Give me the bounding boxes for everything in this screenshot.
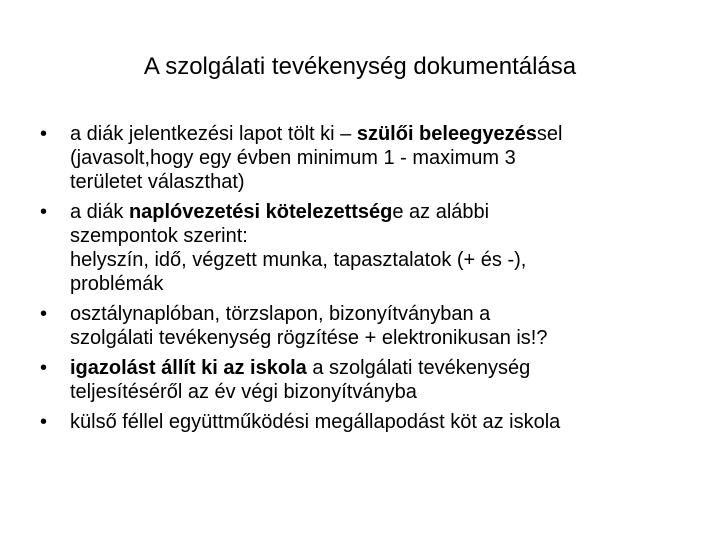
bullet-icon: • [40,303,48,325]
list-item [0,122,720,194]
text-run: e az alábbi [392,201,490,223]
bullet-icon: • [40,411,48,433]
bold-text: naplóvezetési kötelezettség [128,201,393,223]
text-line: helyszín, idő, végzett munka, tapasztalatok (+ és -), [70,249,527,271]
slide-title: A szolgálati tevékenység dokumentálása [143,53,577,80]
text-line: (javasolt,hogy egy évben minimum 1 - maximum 3 [70,147,516,169]
text-line: problémák [70,273,164,295]
list-item [0,356,720,404]
text-line: területet választhat) [70,171,245,193]
bullet-icon: • [40,201,48,223]
text-line: teljesítéséről az év végi bizonyítványba [70,381,417,403]
bullet-list [0,122,720,440]
list-item [0,410,720,434]
bullet-text [70,356,680,404]
text-run: a szolgálati tevékenység [306,357,531,379]
text-run: a diák jelentkezési lapot tölt ki – [70,123,357,145]
bullet-text [70,122,680,194]
list-item [0,302,720,350]
text-line: szempontok szerint: [70,225,248,247]
bullet-text [70,200,680,296]
text-line: osztálynaplóban, törzslapon, bizonyítványban a [70,303,491,325]
bold-text: igazolást állít ki az iskola [70,357,307,379]
bullet-icon: • [40,123,48,145]
text-line: külső féllel együttműködési megállapodást köt az iskola [70,411,561,433]
bullet-text [70,410,680,434]
bullet-icon: • [40,357,48,379]
bullet-text [70,302,680,350]
text-run: sel [536,123,563,145]
bold-text: szülői beleegyezés [356,123,537,145]
text-line: szolgálati tevékenység rögzítése + elektronikusan is!? [70,327,548,349]
list-item [0,200,720,296]
text-run: a diák [70,201,129,223]
